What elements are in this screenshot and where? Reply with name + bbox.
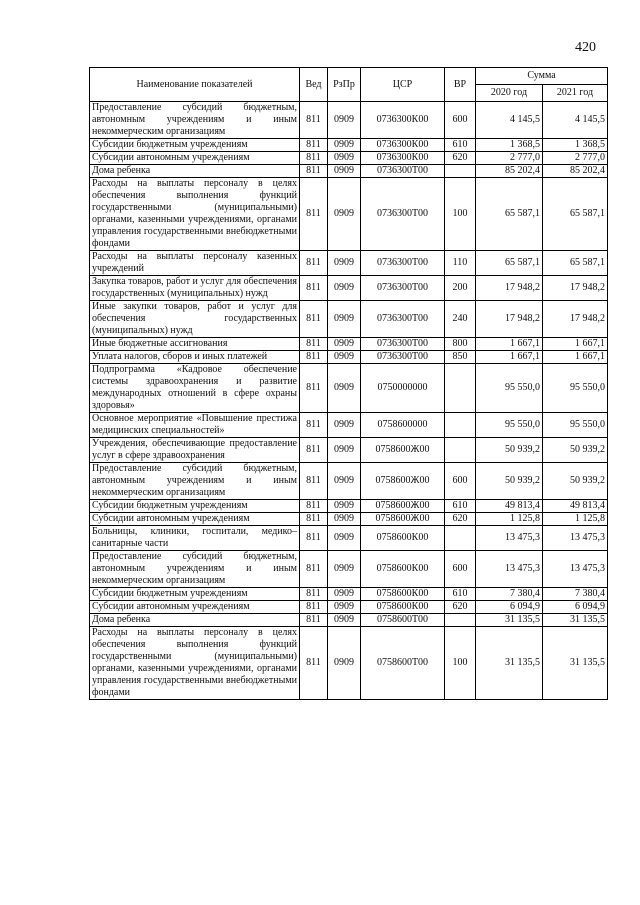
cell-name: Учреждения, обеспечивающие предоставление услуг в сфере здравоохранения [90,438,300,463]
cell-vr: 240 [445,301,476,338]
cell-name: Основное мероприятие «Повышение престижа медицинских специальностей» [90,413,300,438]
cell-y2021: 7 380,4 [543,588,608,601]
cell-rzpr: 0909 [328,438,361,463]
cell-rzpr: 0909 [328,551,361,588]
cell-y2020: 17 948,2 [476,301,543,338]
table-row [90,500,608,513]
budget-table-wrap [89,67,608,700]
cell-y2020: 50 939,2 [476,463,543,500]
cell-vr: 620 [445,601,476,614]
cell-csr: 0758600К00 [361,526,445,551]
cell-vr: 620 [445,513,476,526]
cell-rzpr: 0909 [328,526,361,551]
cell-csr: 0758600000 [361,413,445,438]
cell-vr [445,165,476,178]
cell-y2020: 13 475,3 [476,551,543,588]
cell-y2020: 95 550,0 [476,364,543,413]
cell-csr: 0736300Т00 [361,165,445,178]
cell-ved: 811 [300,413,328,438]
cell-y2021: 1 667,1 [543,351,608,364]
cell-name: Закупка товаров, работ и услуг для обеспечения государственных (муниципальных) нужд [90,276,300,301]
cell-csr: 0750000000 [361,364,445,413]
cell-name: Субсидии бюджетным учреждениям [90,500,300,513]
cell-y2021: 95 550,0 [543,413,608,438]
table-row [90,413,608,438]
cell-vr: 610 [445,500,476,513]
cell-y2021: 95 550,0 [543,364,608,413]
cell-y2021: 6 094,9 [543,601,608,614]
cell-y2020: 65 587,1 [476,178,543,251]
cell-rzpr: 0909 [328,627,361,700]
cell-name: Уплата налогов, сборов и иных платежей [90,351,300,364]
cell-name: Предоставление субсидий бюджетным, автономным учреждениям и иным некоммерческим организациям [90,551,300,588]
page-number: 420 [575,40,596,55]
cell-y2021: 17 948,2 [543,276,608,301]
cell-rzpr: 0909 [328,178,361,251]
cell-y2020: 2 777,0 [476,152,543,165]
cell-vr [445,438,476,463]
table-row [90,338,608,351]
cell-rzpr: 0909 [328,413,361,438]
cell-ved: 811 [300,627,328,700]
table-row [90,627,608,700]
cell-y2021: 50 939,2 [543,463,608,500]
cell-ved: 811 [300,351,328,364]
cell-vr [445,364,476,413]
cell-ved: 811 [300,178,328,251]
cell-vr [445,526,476,551]
cell-ved: 811 [300,102,328,139]
cell-ved: 811 [300,338,328,351]
cell-csr: 0736300К00 [361,152,445,165]
cell-csr: 0736300Т00 [361,251,445,276]
cell-name: Субсидии автономным учреждениям [90,152,300,165]
table-row [90,102,608,139]
cell-vr: 110 [445,251,476,276]
cell-y2021: 17 948,2 [543,301,608,338]
cell-csr: 0736300Т00 [361,338,445,351]
table-row [90,513,608,526]
cell-y2020: 1 667,1 [476,351,543,364]
cell-vr: 850 [445,351,476,364]
cell-name: Больницы, клиники, госпитали, медико–санитарные части [90,526,300,551]
cell-ved: 811 [300,364,328,413]
cell-y2020: 17 948,2 [476,276,543,301]
table-row [90,551,608,588]
cell-y2021: 13 475,3 [543,526,608,551]
cell-rzpr: 0909 [328,102,361,139]
table-row [90,276,608,301]
cell-y2020: 31 135,5 [476,627,543,700]
cell-csr: 0736300Т00 [361,276,445,301]
cell-name: Расходы на выплаты персоналу казенных учреждений [90,251,300,276]
cell-csr: 0758600Т00 [361,614,445,627]
table-row [90,614,608,627]
cell-ved: 811 [300,251,328,276]
table-row [90,601,608,614]
cell-y2021: 4 145,5 [543,102,608,139]
header-name: Наименование показателей [90,68,300,102]
table-header [90,68,608,102]
cell-rzpr: 0909 [328,614,361,627]
cell-y2021: 31 135,5 [543,627,608,700]
table-row [90,438,608,463]
cell-ved: 811 [300,438,328,463]
cell-csr: 0736300К00 [361,102,445,139]
cell-rzpr: 0909 [328,276,361,301]
cell-rzpr: 0909 [328,351,361,364]
cell-csr: 0736300К00 [361,139,445,152]
cell-name: Расходы на выплаты персоналу в целях обеспечения выполнения функций государственными (муниципальными) органами, казенными учреждениями, органами управления государственными внебюджетными фондами [90,627,300,700]
cell-vr: 800 [445,338,476,351]
cell-y2021: 1 368,5 [543,139,608,152]
cell-csr: 0758600Ж00 [361,500,445,513]
cell-rzpr: 0909 [328,500,361,513]
cell-csr: 0758600Ж00 [361,438,445,463]
table-row [90,301,608,338]
cell-y2021: 1 667,1 [543,338,608,351]
table-row [90,364,608,413]
cell-vr: 200 [445,276,476,301]
cell-name: Предоставление субсидий бюджетным, автономным учреждениям и иным некоммерческим организациям [90,102,300,139]
cell-y2020: 1 368,5 [476,139,543,152]
cell-csr: 0736300Т00 [361,301,445,338]
cell-name: Субсидии автономным учреждениям [90,601,300,614]
cell-y2020: 31 135,5 [476,614,543,627]
cell-ved: 811 [300,301,328,338]
cell-name: Предоставление субсидий бюджетным, автономным учреждениям и иным некоммерческим организациям [90,463,300,500]
cell-csr: 0758600Ж00 [361,513,445,526]
cell-ved: 811 [300,152,328,165]
cell-y2020: 1 667,1 [476,338,543,351]
cell-y2020: 7 380,4 [476,588,543,601]
cell-rzpr: 0909 [328,601,361,614]
cell-rzpr: 0909 [328,588,361,601]
cell-csr: 0758600Т00 [361,627,445,700]
cell-ved: 811 [300,165,328,178]
cell-y2021: 85 202,4 [543,165,608,178]
header-sum: Сумма [476,68,608,85]
budget-table [89,67,608,700]
cell-csr: 0758600К00 [361,588,445,601]
table-row [90,152,608,165]
header-ved: Вед [300,68,328,102]
cell-name: Дома ребенка [90,165,300,178]
cell-y2021: 65 587,1 [543,251,608,276]
header-csr: ЦСР [361,68,445,102]
table-row [90,463,608,500]
table-body [90,102,608,700]
header-2020: 2020 год [476,85,543,102]
cell-y2021: 13 475,3 [543,551,608,588]
cell-y2021: 31 135,5 [543,614,608,627]
cell-ved: 811 [300,276,328,301]
cell-y2020: 95 550,0 [476,413,543,438]
header-rzpr: РзПр [328,68,361,102]
cell-name: Дома ребенка [90,614,300,627]
cell-rzpr: 0909 [328,463,361,500]
cell-rzpr: 0909 [328,513,361,526]
cell-rzpr: 0909 [328,165,361,178]
table-row [90,588,608,601]
cell-csr: 0758600Ж00 [361,463,445,500]
cell-rzpr: 0909 [328,364,361,413]
cell-csr: 0736300Т00 [361,178,445,251]
cell-y2021: 49 813,4 [543,500,608,513]
cell-name: Субсидии бюджетным учреждениям [90,588,300,601]
table-row [90,526,608,551]
cell-rzpr: 0909 [328,251,361,276]
cell-vr: 600 [445,102,476,139]
table-row [90,351,608,364]
cell-ved: 811 [300,463,328,500]
cell-name: Субсидии автономным учреждениям [90,513,300,526]
cell-ved: 811 [300,526,328,551]
cell-ved: 811 [300,500,328,513]
cell-ved: 811 [300,139,328,152]
cell-rzpr: 0909 [328,139,361,152]
cell-y2021: 1 125,8 [543,513,608,526]
cell-y2021: 50 939,2 [543,438,608,463]
cell-vr: 610 [445,139,476,152]
cell-y2020: 13 475,3 [476,526,543,551]
cell-csr: 0736300Т00 [361,351,445,364]
cell-name: Подпрограмма «Кадровое обеспечение системы здравоохранения и развитие международных отношений в сфере охраны здоровья» [90,364,300,413]
cell-name: Расходы на выплаты персоналу в целях обеспечения выполнения функций государственными (муниципальными) органами, казенными учреждениями, органами управления государственными внебюджетными фондами [90,178,300,251]
table-row [90,139,608,152]
table-row [90,251,608,276]
header-2021: 2021 год [543,85,608,102]
cell-y2020: 4 145,5 [476,102,543,139]
cell-ved: 811 [300,513,328,526]
cell-y2020: 6 094,9 [476,601,543,614]
cell-y2021: 2 777,0 [543,152,608,165]
header-vr: ВР [445,68,476,102]
table-row [90,178,608,251]
cell-csr: 0758600К00 [361,551,445,588]
cell-vr: 100 [445,178,476,251]
cell-y2020: 65 587,1 [476,251,543,276]
cell-ved: 811 [300,614,328,627]
cell-vr: 620 [445,152,476,165]
cell-vr: 100 [445,627,476,700]
cell-vr: 610 [445,588,476,601]
cell-csr: 0758600К00 [361,601,445,614]
cell-ved: 811 [300,588,328,601]
cell-vr: 600 [445,463,476,500]
cell-y2020: 1 125,8 [476,513,543,526]
cell-ved: 811 [300,551,328,588]
cell-name: Иные бюджетные ассигнования [90,338,300,351]
cell-rzpr: 0909 [328,301,361,338]
cell-rzpr: 0909 [328,152,361,165]
table-row [90,165,608,178]
cell-rzpr: 0909 [328,338,361,351]
cell-vr [445,413,476,438]
cell-y2021: 65 587,1 [543,178,608,251]
cell-vr [445,614,476,627]
cell-name: Иные закупки товаров, работ и услуг для обеспечения государственных (муниципальных) нужд [90,301,300,338]
cell-y2020: 50 939,2 [476,438,543,463]
cell-ved: 811 [300,601,328,614]
cell-vr: 600 [445,551,476,588]
cell-y2020: 49 813,4 [476,500,543,513]
cell-name: Субсидии бюджетным учреждениям [90,139,300,152]
cell-y2020: 85 202,4 [476,165,543,178]
